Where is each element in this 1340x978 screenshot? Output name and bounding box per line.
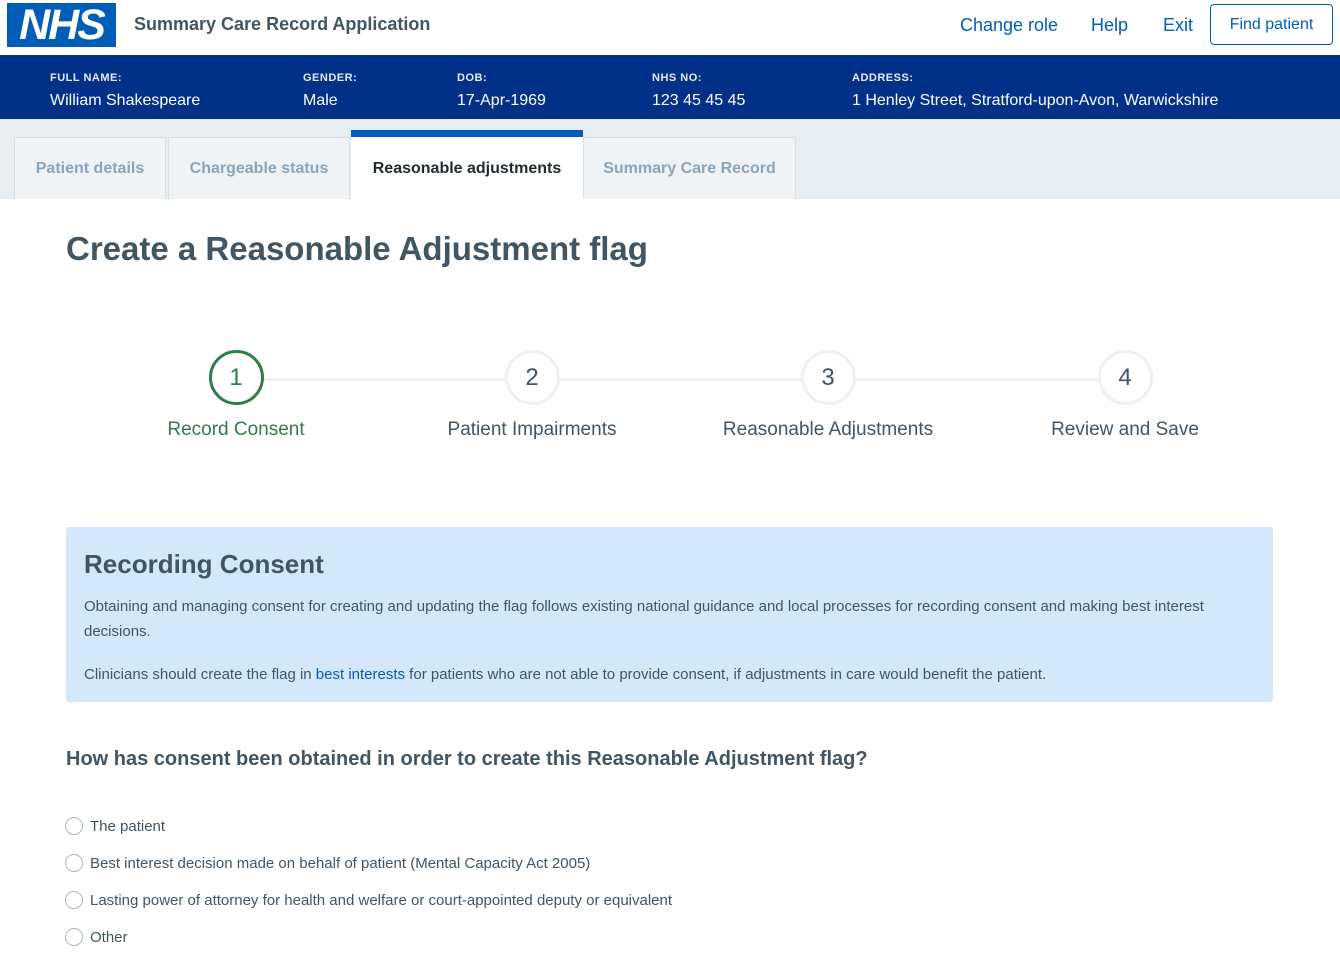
radio-button[interactable] bbox=[65, 928, 83, 946]
radio-option-lasting-power-of-attorney[interactable] bbox=[65, 891, 672, 909]
info-text-after: for patients who are not able to provide consent, if adjustments in care would benefit the patient. bbox=[405, 666, 1047, 683]
radio-button[interactable] bbox=[65, 891, 83, 909]
exit-link[interactable]: Exit bbox=[1163, 15, 1194, 35]
gender-label: GENDER: bbox=[303, 72, 358, 84]
step-review-and-save bbox=[975, 350, 1275, 441]
patient-dob bbox=[457, 72, 546, 111]
tab-reasonable-adjustments[interactable]: Reasonable adjustments bbox=[351, 130, 583, 200]
step-record-consent bbox=[86, 350, 386, 441]
recording-consent-panel bbox=[66, 527, 1273, 702]
radio-label: The patient bbox=[90, 817, 166, 835]
patient-gender bbox=[303, 72, 357, 111]
address-label: ADDRESS: bbox=[852, 72, 914, 84]
app-title: Summary Care Record Application bbox=[134, 14, 431, 34]
radio-button[interactable] bbox=[65, 817, 83, 835]
step-number-circle: 3 bbox=[801, 350, 856, 405]
step-number-circle: 1 bbox=[209, 350, 264, 405]
info-paragraph-1: Obtaining and managing consent for creating and updating the flag follows existing national guidance and local processes for recording consent and making best interest decisions. bbox=[84, 598, 1204, 640]
dob-label: DOB: bbox=[457, 72, 488, 84]
radio-option-best-interest[interactable] bbox=[65, 854, 590, 872]
full-name-label: FULL NAME: bbox=[50, 72, 123, 84]
change-role-link[interactable]: Change role bbox=[960, 15, 1059, 35]
radio-label: Best interest decision made on behalf of patient (Mental Capacity Act 2005) bbox=[90, 854, 591, 872]
radio-label: Lasting power of attorney for health and welfare or court-appointed deputy or equivalent bbox=[90, 891, 673, 909]
info-text-before: Clinicians should create the flag in bbox=[84, 666, 316, 683]
address-value: 1 Henley Street, Stratford-upon-Avon, Warwickshire bbox=[852, 92, 1219, 109]
step-label: Reasonable Adjustments bbox=[722, 419, 934, 440]
progress-stepper bbox=[0, 350, 1340, 460]
patient-address bbox=[852, 72, 1218, 111]
nhs-no-label: NHS NO: bbox=[652, 72, 702, 84]
step-label: Review and Save bbox=[1051, 419, 1199, 440]
gender-value: Male bbox=[303, 92, 338, 109]
step-reasonable-adjustments bbox=[678, 350, 978, 441]
find-patient-button[interactable]: Find patient bbox=[1210, 4, 1333, 45]
tab-summary-care-record[interactable]: Summary Care Record bbox=[583, 137, 796, 199]
nhs-logo[interactable]: NHS bbox=[7, 3, 116, 47]
patient-banner bbox=[0, 55, 1340, 119]
help-link[interactable]: Help bbox=[1091, 15, 1129, 35]
full-name-value: William Shakespeare bbox=[50, 92, 201, 109]
step-label: Patient Impairments bbox=[447, 419, 617, 440]
radio-option-other[interactable] bbox=[65, 928, 128, 946]
top-header bbox=[0, 0, 1340, 55]
step-patient-impairments bbox=[382, 350, 682, 441]
step-number-circle: 4 bbox=[1098, 350, 1153, 405]
tab-chargeable-status[interactable]: Chargeable status bbox=[168, 137, 350, 199]
radio-button[interactable] bbox=[65, 854, 83, 872]
nhs-no-value: 123 45 45 45 bbox=[652, 92, 746, 109]
step-label: Record Consent bbox=[167, 419, 305, 440]
radio-label: Other bbox=[90, 928, 128, 946]
patient-full-name bbox=[50, 72, 200, 111]
step-number-circle: 2 bbox=[505, 350, 560, 405]
radio-option-the-patient[interactable] bbox=[65, 817, 165, 835]
patient-nhs-no bbox=[652, 72, 745, 111]
consent-question: How has consent been obtained in order to create this Reasonable Adjustment flag? bbox=[66, 748, 868, 770]
tab-patient-details[interactable]: Patient details bbox=[14, 137, 166, 199]
tab-bar bbox=[0, 119, 1340, 199]
best-interests-link[interactable]: best interests bbox=[315, 666, 406, 683]
info-paragraph-2 bbox=[84, 662, 1255, 687]
page-title: Create a Reasonable Adjustment flag bbox=[66, 230, 648, 267]
dob-value: 17-Apr-1969 bbox=[457, 92, 546, 109]
info-heading: Recording Consent bbox=[84, 549, 324, 579]
